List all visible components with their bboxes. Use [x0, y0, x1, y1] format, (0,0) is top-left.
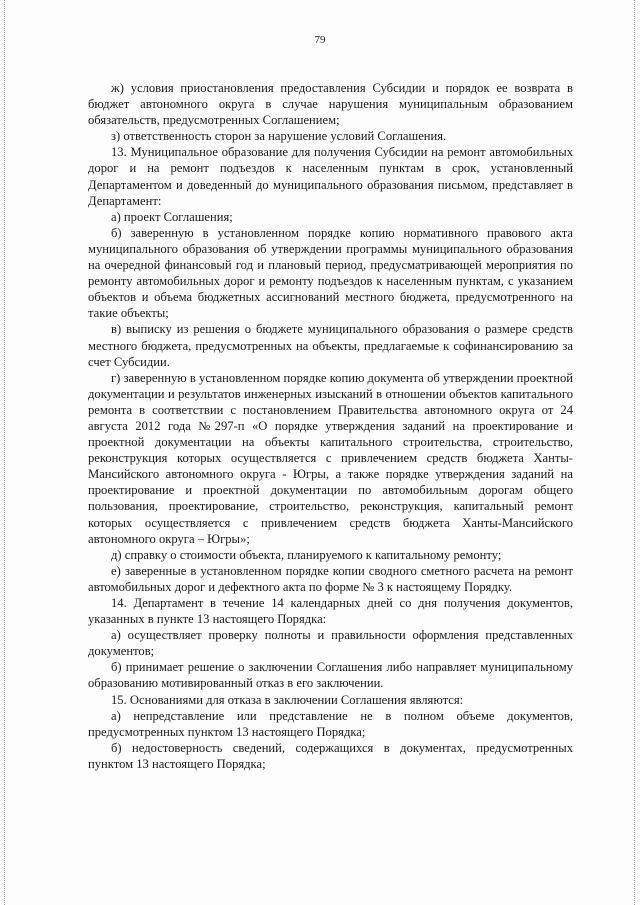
paragraph: а) непредставление или представление не в полном объеме документов, предусмотренных пунктом 13 настоящего Порядка; — [88, 708, 573, 739]
paragraph: а) проект Соглашения; — [111, 209, 233, 224]
paragraph: б) недостоверность сведений, содержащихся в документах, предусмотренных пунктом 13 настоящего Порядка; — [88, 740, 573, 771]
document-body — [88, 80, 573, 772]
paragraph: б) принимает решение о заключении Соглашения либо направляет муниципальному образованию мотивированный отказ в его заключении. — [88, 660, 573, 691]
paragraph: б) заверенную в установленном порядке копию нормативного правового акта муниципального образования об утверждении программы муниципального образования на очередной финансовый год и плановый период, предусматривающей мероприятия по ремонту автомобильных дорог и ремонту подъездов к населенным пунктам, с указанием объектов и объема бюджетных ассигнований местного бюджета, предусмотренного на такие объекты; — [88, 225, 573, 321]
paragraph: 13. Муниципальное образование для получения Субсидии на ремонт автомобильных дорог и на ремонт подъездов к населенным пунктам в срок, установленный Департаментом и доведенный до муниципального образования письмом, представляет в Департамент: — [88, 145, 573, 208]
scan-left-edge — [4, 0, 6, 905]
paragraph: 14. Департамент в течение 14 календарных дней со дня получения документов, указанных в пункте 13 настоящего Порядка: — [88, 596, 573, 627]
paragraph: в) выписку из решения о бюджете муниципального образования о размере средств местного бюджета, предусмотренных на объекты, предлагаемые к софинансированию за счет Субсидии. — [88, 322, 573, 369]
page-number: 79 — [314, 34, 326, 46]
paragraph: г) заверенную в установленном порядке копию документа об утверждении проектной документации и результатов инженерных изысканий в отношении объектов капитального ремонта в соответствии с постановлением Правительства автономного округа от 24 августа 2012 года №297-п «О порядке утверждения заданий на проектирование и проектной документации на объекты капитального строительства, строительство, реконструкция которых осуществляется с привлечением средств бюджета Ханты-Мансийского автономного округа - Югры, а также порядке утверждения заданий на проектирование и проектной документации по автомобильным дорогам общего пользования, проектирование, строительство, реконструкция, капитальный ремонт которых осуществляется с привлечением средств бюджета Ханты-Мансийского автономного округа – Югры»; — [88, 370, 573, 546]
paragraph: д) справку о стоимости объекта, планируемого к капитальному ремонту; — [111, 547, 502, 562]
paragraph: 15. Основаниями для отказа в заключении Соглашения являются: — [111, 692, 464, 707]
paragraph: а) осуществляет проверку полноты и правильности оформления представленных документов; — [88, 628, 573, 659]
scan-right-edge — [634, 0, 636, 905]
paragraph: з) ответственность сторон за нарушение условий Соглашения. — [111, 129, 447, 144]
paragraph: е) заверенные в установленном порядке копии сводного сметного расчета на ремонт автомобильных дорог и дефектного акта по форме № 3 к настоящему Порядку. — [88, 563, 573, 594]
paragraph: ж) условия приостановления предоставления Субсидии и порядок ее возврата в бюджет автономного округа в случае нарушения муниципальным образованием обязательств, предусмотренных Соглашением; — [88, 81, 573, 128]
